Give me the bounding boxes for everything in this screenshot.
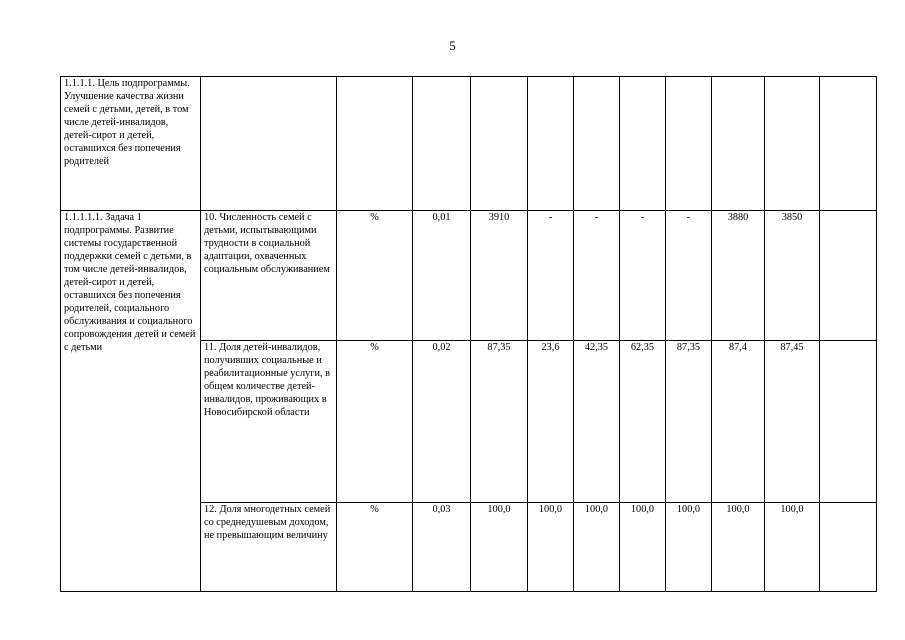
value-cell: 3880 (712, 211, 765, 341)
weight-cell: 0,03 (413, 503, 471, 592)
table-row (61, 211, 877, 341)
indicator-name-cell: 10. Численность семей с детьми, испытывающими трудности в социальной адаптации, охваченных социальным обслуживанием (201, 211, 337, 341)
value-cell: 100,0 (528, 503, 574, 592)
goal-cell: 1.1.1.1. Цель подпрограммы. Улучшение качества жизни семей с детьми, детей, в том числе детей-инвалидов, детей-сирот и детей, оставшихся без попечения родителей (61, 77, 201, 211)
value-cell (820, 503, 877, 592)
value-cell: - (528, 211, 574, 341)
empty-cell (712, 77, 765, 211)
empty-cell (201, 77, 337, 211)
value-cell: 100,0 (666, 503, 712, 592)
value-cell: 100,0 (620, 503, 666, 592)
value-cell (820, 341, 877, 503)
unit-cell: % (337, 211, 413, 341)
value-cell: 23,6 (528, 341, 574, 503)
table-row (61, 77, 877, 211)
unit-cell: % (337, 503, 413, 592)
value-cell: 3910 (471, 211, 528, 341)
page-number: 5 (449, 38, 456, 53)
indicator-name-cell: 11. Доля детей-инвалидов, получивших социальные и реабилитационные услуги, в общем количестве детей-инвалидов, проживающих в Новосибирской области (201, 341, 337, 503)
value-cell: 87,35 (471, 341, 528, 503)
empty-cell (620, 77, 666, 211)
empty-cell (413, 77, 471, 211)
empty-cell (574, 77, 620, 211)
value-cell: 3850 (765, 211, 820, 341)
empty-cell (528, 77, 574, 211)
value-cell: 100,0 (574, 503, 620, 592)
weight-cell: 0,02 (413, 341, 471, 503)
value-cell: 100,0 (765, 503, 820, 592)
value-cell: - (620, 211, 666, 341)
value-cell: 87,4 (712, 341, 765, 503)
value-cell: 100,0 (471, 503, 528, 592)
value-cell: 87,35 (666, 341, 712, 503)
value-cell: 62,35 (620, 341, 666, 503)
weight-cell: 0,01 (413, 211, 471, 341)
value-cell: - (574, 211, 620, 341)
empty-cell (471, 77, 528, 211)
empty-cell (820, 77, 877, 211)
task-cell: 1.1.1.1.1. Задача 1 подпрограммы. Развитие системы государственной поддержки семей с детьми, в том числе детей-инвалидов, детей-сирот и детей, оставшихся без попечения родителей, социального обслуживания и социального сопровождения детей и семей с детьми (61, 211, 201, 592)
indicator-name-cell: 12. Доля многодетных семей со среднедушевым доходом, не превышающим величину (201, 503, 337, 592)
unit-cell: % (337, 341, 413, 503)
indicators-table (60, 76, 877, 592)
empty-cell (765, 77, 820, 211)
empty-cell (337, 77, 413, 211)
value-cell: 87,45 (765, 341, 820, 503)
value-cell (820, 211, 877, 341)
value-cell: 100,0 (712, 503, 765, 592)
value-cell: 42,35 (574, 341, 620, 503)
empty-cell (666, 77, 712, 211)
value-cell: - (666, 211, 712, 341)
